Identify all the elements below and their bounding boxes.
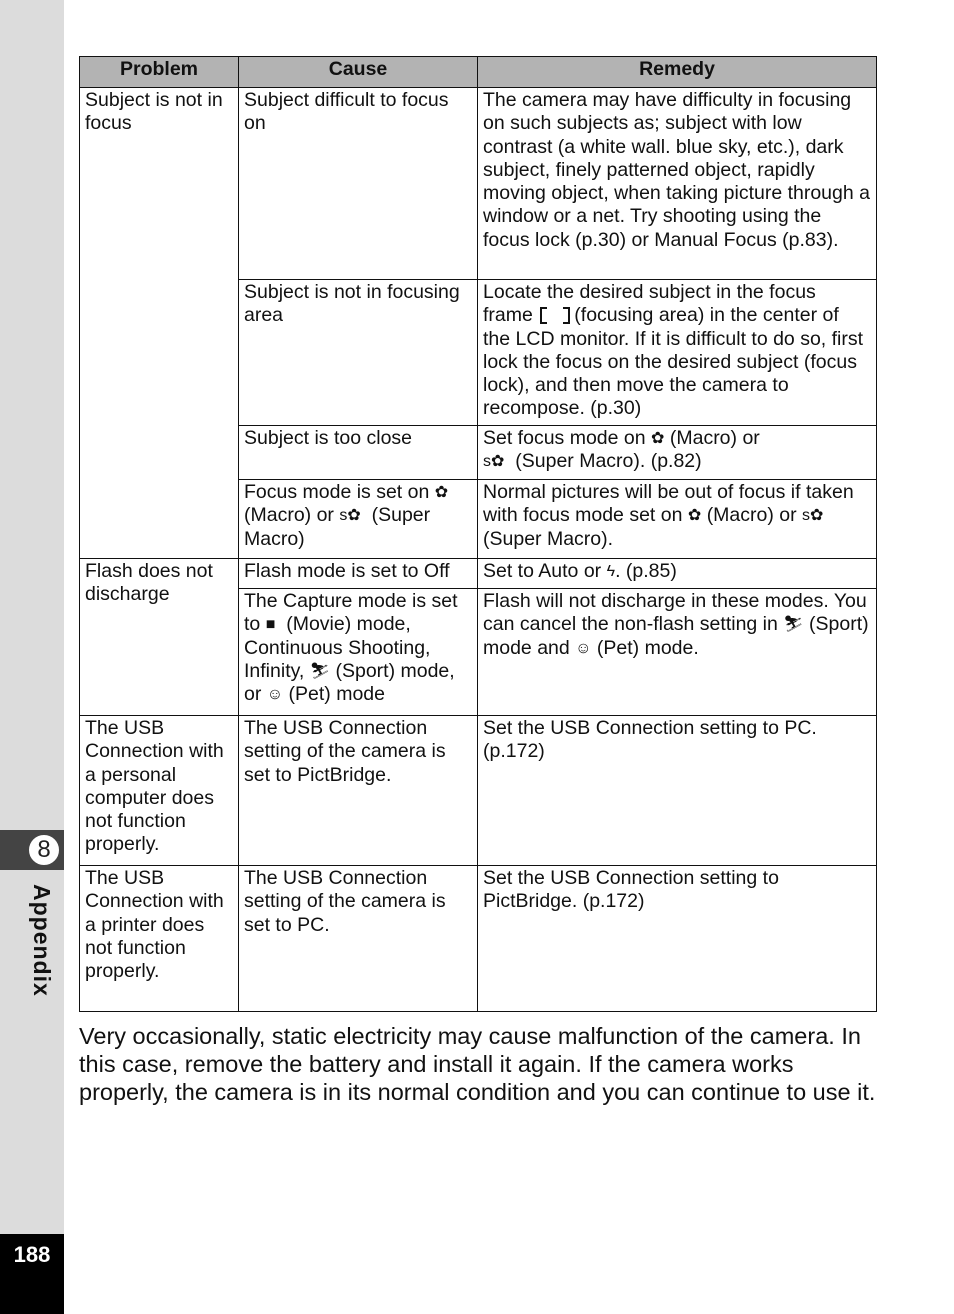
- remedy-cell: [478, 589, 877, 716]
- remedy-cell: [478, 559, 877, 589]
- remedy-text: . (p.85): [615, 560, 677, 582]
- remedy-cell: The camera may have difficulty in focusing on such subjects as; subject with low contrast (a white wall. blue sky, etc.), dark subject, finely patterned object, rapidly moving object, when taking picture through a window or a net. Try shooting using the focus lock (p.30) or Manual Focus (p.83).: [478, 88, 877, 280]
- problem-cell: The USB Connection with a printer does not function properly.: [80, 866, 239, 1012]
- remedy-text: Flash will not discharge in these modes. You can cancel the non-flash setting in: [483, 590, 867, 636]
- cause-text: (Macro) or: [244, 504, 334, 527]
- super-macro-icon: s✿: [802, 507, 824, 525]
- cause-cell: [239, 589, 478, 716]
- remedy-text: (focusing area) in the center of the LCD monitor. If it is difficult to do so, first lock the focus on the desired subject (focus lock), and then move the camera to recompose. (p.30): [483, 304, 864, 420]
- cause-cell: The USB Connection setting of the camera is set to PC.: [239, 866, 478, 1012]
- movie-icon: ■: [265, 616, 276, 634]
- focus-frame-icon: [540, 307, 570, 321]
- sport-icon: ⛷: [309, 662, 331, 680]
- chapter-label: Appendix: [29, 884, 55, 997]
- remedy-cell: Set the USB Connection setting to PictBridge. (p.172): [478, 866, 877, 1012]
- side-strip: [0, 0, 64, 1314]
- super-macro-icon: s✿: [483, 453, 505, 471]
- pet-icon: ☺: [575, 639, 592, 657]
- cause-text: The Capture mode is set to: [244, 590, 458, 636]
- sport-icon: ⛷: [783, 616, 804, 634]
- remedy-text: (Super Macro). (p.82): [515, 450, 702, 473]
- header-remedy: Remedy: [478, 57, 877, 88]
- cause-text: (Super Macro): [244, 504, 431, 550]
- remedy-text: (Macro) or: [669, 427, 760, 449]
- remedy-cell: Set the USB Connection setting to PC. (p.172): [478, 716, 877, 866]
- remedy-text: Normal pictures will be out of focus if taken with focus mode set on: [483, 481, 854, 527]
- flash-icon: ϟ: [606, 563, 616, 580]
- remedy-cell: [478, 426, 877, 480]
- remedy-text: (Pet) mode.: [596, 636, 699, 659]
- header-cause: Cause: [239, 57, 478, 88]
- problem-cell: The USB Connection with a personal computer does not function properly.: [80, 716, 239, 866]
- cause-text: (Movie) mode, Continuous Shooting, Infinity,: [244, 613, 431, 682]
- cause-cell: Subject difficult to focus on: [239, 88, 478, 280]
- remedy-text: (Macro) or: [706, 504, 797, 527]
- cause-cell: Flash mode is set to Off: [239, 559, 478, 589]
- table-row: [80, 866, 877, 1012]
- pet-icon: ☺: [266, 686, 284, 704]
- super-macro-icon: s✿: [339, 507, 361, 525]
- cause-cell: Subject is not in focusing area: [239, 280, 478, 426]
- cause-text: (Sport) mode, or: [244, 659, 455, 706]
- table-header-row: [80, 57, 877, 88]
- chapter-number-badge: 8: [27, 833, 61, 867]
- page-number: 188: [13, 1242, 51, 1267]
- cause-cell: [239, 480, 478, 559]
- macro-icon: ✿: [651, 430, 665, 447]
- remedy-text: Locate the desired subject in the focus frame: [483, 281, 816, 327]
- cause-cell: Subject is too close: [239, 426, 478, 480]
- remedy-text: (Super Macro).: [483, 527, 614, 550]
- problem-cell: Flash does not discharge: [80, 559, 239, 716]
- table-row: [80, 559, 877, 589]
- remedy-text: (Sport) mode and: [483, 613, 869, 659]
- macro-icon: ✿: [434, 484, 449, 501]
- macro-icon: ✿: [687, 507, 702, 525]
- remedy-cell: [478, 480, 877, 559]
- cause-text: Focus mode is set on: [244, 481, 430, 503]
- problem-cell: Subject is not in focus: [80, 88, 239, 559]
- remedy-text: Set to Auto or: [483, 560, 602, 582]
- cause-cell: The USB Connection setting of the camera is set to PictBridge.: [239, 716, 478, 866]
- cause-text: (Pet) mode: [288, 683, 385, 706]
- static-electricity-note: Very occasionally, static electricity may cause malfunction of the camera. In this case, remove the battery and install it again. If the camera works properly, the camera is in its normal condition and you can continue to use it.: [79, 1023, 876, 1105]
- remedy-text: Set focus mode on: [483, 427, 646, 449]
- table-row: [80, 716, 877, 866]
- troubleshooting-table: [79, 56, 877, 1012]
- header-problem: Problem: [80, 57, 239, 88]
- table-row: [80, 88, 877, 280]
- remedy-cell: [478, 280, 877, 426]
